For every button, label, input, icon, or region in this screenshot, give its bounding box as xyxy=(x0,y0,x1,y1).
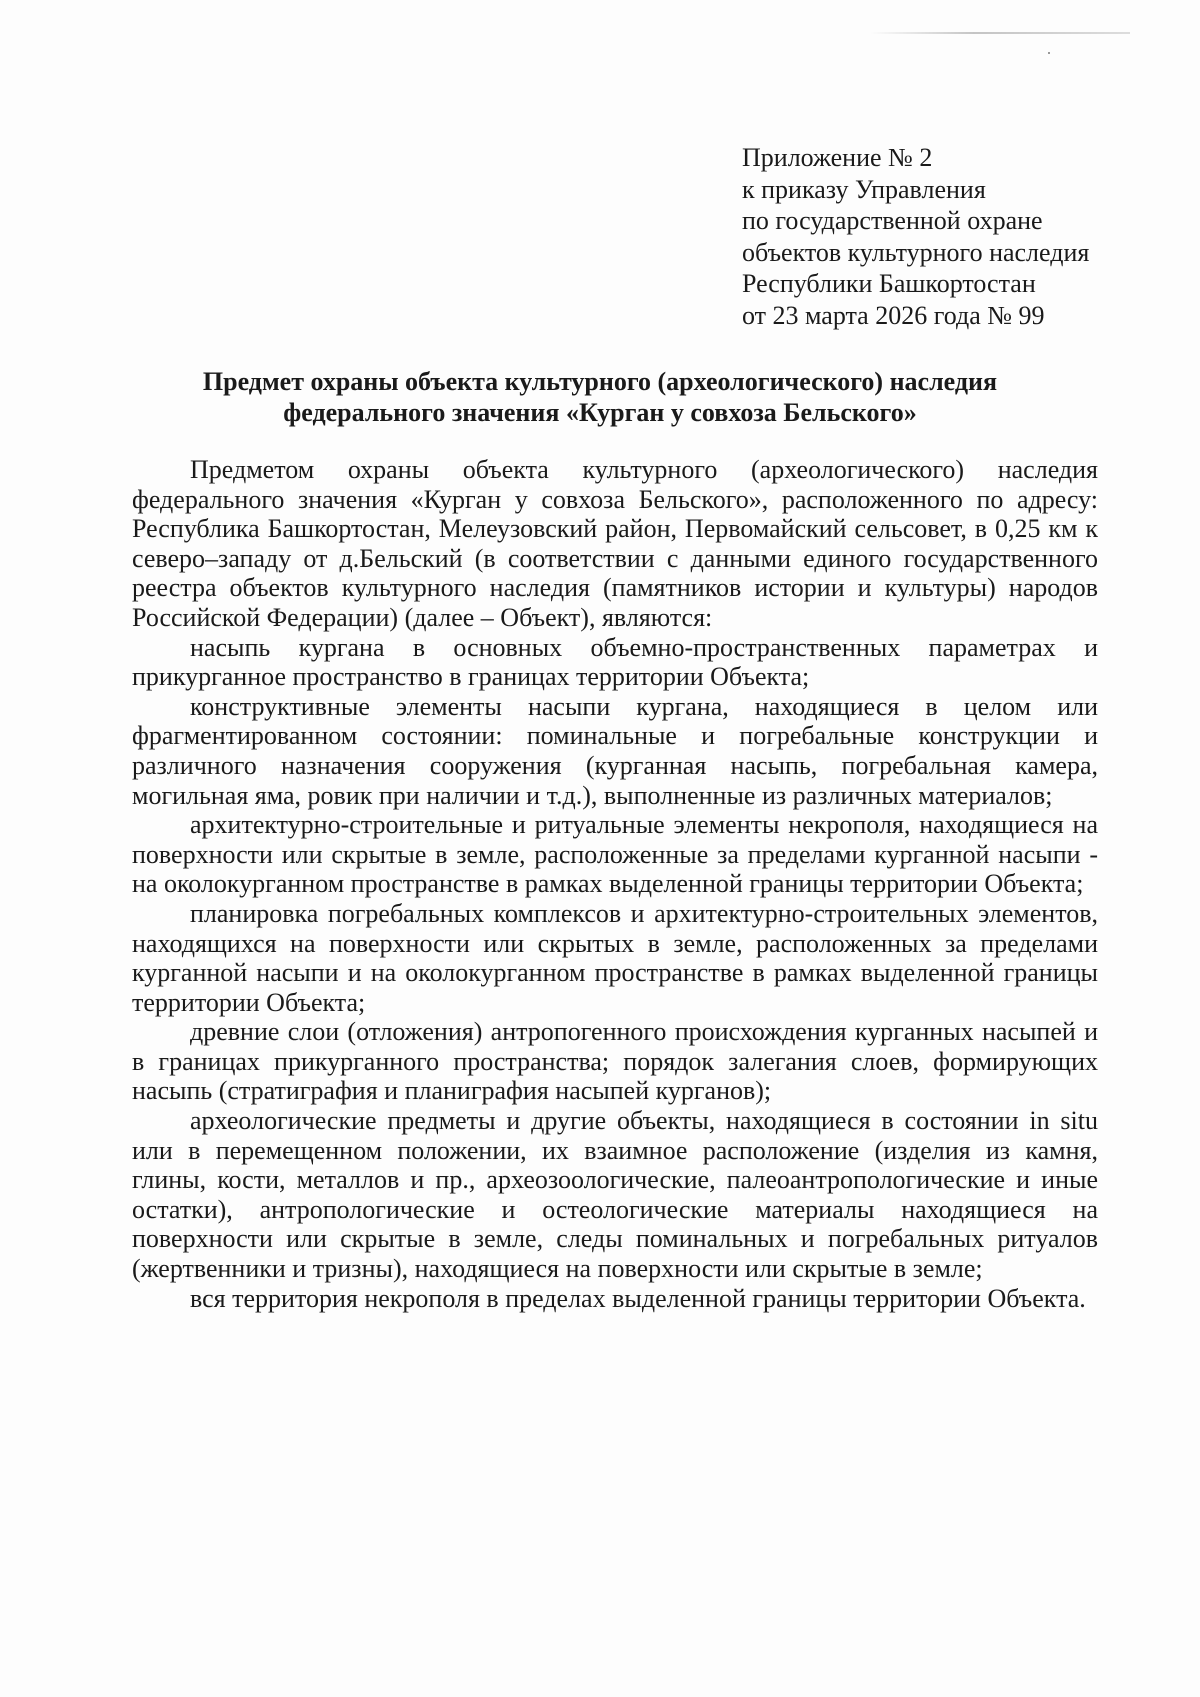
document-title xyxy=(150,366,1050,428)
appendix-line: к приказу Управления xyxy=(742,174,986,204)
title-line-2: федерального значения «Курган у совхоза Бельского» xyxy=(283,398,917,427)
paragraph-item: насыпь кургана в основных объемно-пространственных параметрах и прикурганное пространство в границах территории Объекта; xyxy=(132,632,1098,692)
appendix-line: Республики Башкортостан xyxy=(742,269,1036,298)
paragraph-item: древние слои (отложения) антропогенного происхождения курганных насыпей и в границах прикурганного пространства; порядок залегания слоев, формирующих насыпь (стратиграфия и планиграфия насыпей курганов); xyxy=(132,1017,1098,1106)
paragraph-intro: Предметом охраны объекта культурного (археологического) наследия федерального значения «Курган у совхоза Бельского», расположенного по адресу: Республика Башкортостан, Мелеузовский район, Первомайский сельсовет, в 0,25 км к северо–западу от д.Бельский (в соответствии с данными единого государственного реестра объектов культурного наследия (памятников истории и культуры) народов Российской Федерации) (далее – Объект), являются: xyxy=(132,455,1098,632)
paragraph-item: планировка погребальных комплексов и архитектурно-строительных элементов, находящихся на поверхности или скрытых в земле, расположенных за пределами курганной насыпи и на околокурганном пространстве в рамках выделенной границы территории Объекта; xyxy=(132,898,1098,1017)
appendix-line: объектов культурного наследия xyxy=(742,237,1090,267)
appendix-block xyxy=(742,142,1162,331)
title-line-1: Предмет охраны объекта культурного (археологического) наследия xyxy=(202,367,998,396)
paragraph-item: архитектурно-строительные и ритуальные элементы некрополя, находящиеся на поверхности или скрытые в земле, расположенные за пределами курганной насыпи - на околокурганном пространстве в рамках выделенной границы территории Объекта; xyxy=(132,810,1098,899)
scan-artifact-line xyxy=(870,32,1130,34)
document-body xyxy=(132,455,1098,1313)
paragraph-item: вся территория некрополя в пределах выделенной границы территории Объекта. xyxy=(190,1283,1086,1313)
appendix-line: по государственной охране xyxy=(742,206,1043,235)
appendix-line: от 23 марта 2026 года № 99 xyxy=(742,300,1045,330)
appendix-line: Приложение № 2 xyxy=(742,143,933,172)
paragraph-item: археологические предметы и другие объекты, находящиеся в состоянии in situ или в перемещенном положении, их взаимное расположение (изделия из камня, глины, кости, металлов и пр., археозоологические, палеоантропологические и иные остатки), антропологические и остеологические материалы находящиеся на поверхности или скрытые в земле, следы поминальных и погребальных ритуалов (жертвенники и тризны), находящиеся на поверхности или скрытые в земле; xyxy=(132,1106,1098,1284)
paragraph-item: конструктивные элементы насыпи кургана, находящиеся в целом или фрагментированном состоянии: поминальные и погребальные конструкции и различного назначения сооружения (курганная насыпь, погребальная камера, могильная яма, ровик при наличии и т.д.), выполненные из различных материалов; xyxy=(132,691,1098,810)
scan-artifact-dot xyxy=(1048,52,1050,54)
